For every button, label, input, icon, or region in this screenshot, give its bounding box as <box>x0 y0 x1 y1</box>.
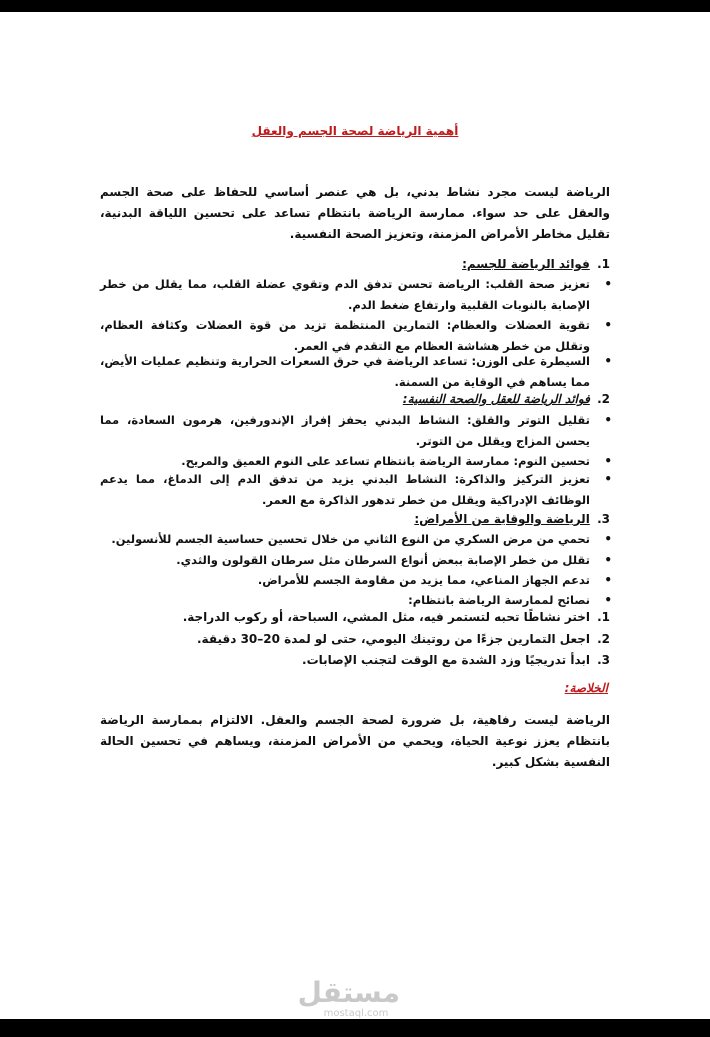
bullet-icon: • <box>604 454 612 468</box>
top-black-bar <box>0 0 710 12</box>
watermark-url: mostaql.com <box>323 1008 389 1019</box>
tip-item: 3.ابدأ تدريجيًا وزد الشدة مع الوقت لتجنب الإصابات. <box>302 653 610 667</box>
bullet-icon: • <box>604 472 612 486</box>
bullet-icon: • <box>604 318 612 332</box>
watermark-logo-text: مستقل <box>297 976 400 1009</box>
conclusion-paragraph: الرياضة ليست رفاهية، بل ضرورة لصحة الجسم والعقل. الالتزام بممارسة الرياضة بانتظام يعزز نوعية الحياة، ويحمي من الأمراض المزمنة، ويساهم في تحسين الحالة النفسية بشكل كبير. <box>100 713 610 769</box>
list-item: • تقوية العضلات والعظام: التمارين المنتظمة تزيد من قوة العضلات وكثافة العظام، وتقلل من خطر هشاشة العظام مع التقدم في العمر. <box>100 315 610 357</box>
intro-paragraph: الرياضة ليست مجرد نشاط بدني، بل هي عنصر أساسي للحفاظ على صحة الجسم والعقل على حد سواء. ممارسة الرياضة بانتظام تساعد على تحسين اللياقة البدنية، تقليل مخاطر الأمراض المزمنة، وتعزيز الصحة النفسية. <box>100 185 610 241</box>
section-3-heading <box>100 512 610 526</box>
bullet-icon: • <box>604 413 612 427</box>
section-2-heading <box>100 392 610 406</box>
section-title: الرياضة والوقاية من الأمراض: <box>414 512 590 526</box>
section-number: 3. <box>597 512 610 526</box>
section-title: فوائد الرياضة للجسم: <box>462 257 590 271</box>
section-title: فوائد الرياضة للعقل والصحة النفسية: <box>402 392 590 406</box>
section-1-heading <box>100 257 610 271</box>
bullet-icon: • <box>604 277 612 291</box>
mostaql-watermark <box>297 976 400 1020</box>
tip-item: 2.اجعل التمارين جزءًا من روتينك اليومي، حتى لو لمدة 20–30 دقيقة. <box>197 632 610 646</box>
section-number: 1. <box>597 257 610 271</box>
list-item: • تدعم الجهاز المناعي، مما يزيد من مقاومة الجسم للأمراض. <box>100 570 610 591</box>
document-title: أهمية الرياضة لصحة الجسم والعقل <box>251 124 459 138</box>
bullet-icon: • <box>604 354 612 368</box>
tip-item: 1.اختر نشاطًا تحبه لتستمر فيه، مثل المشي، السباحة، أو ركوب الدراجة. <box>182 610 610 624</box>
list-item: • تعزيز التركيز والذاكرة: النشاط البدني يزيد من تدفق الدم إلى الدماغ، مما يدعم الوظائف الإدراكية ويقلل من خطر تدهور الذاكرة مع العمر. <box>100 469 610 511</box>
list-item: • نصائح لممارسة الرياضة بانتظام: <box>100 590 610 611</box>
list-item: • تعزيز صحة القلب: الرياضة تحسن تدفق الدم وتقوي عضلة القلب، مما يقلل من خطر الإصابة بالنوبات القلبية وارتفاع ضغط الدم. <box>100 274 610 316</box>
bullet-icon: • <box>604 532 612 546</box>
bottom-black-bar <box>0 1019 710 1037</box>
section-number: 2. <box>597 392 610 406</box>
bullet-icon: • <box>604 553 612 567</box>
list-item: • تقليل التوتر والقلق: النشاط البدني يحفز إفراز الإندورفين، هرمون السعادة، مما يحسن المزاج ويقلل من التوتر. <box>100 410 610 452</box>
list-item: • تقلل من خطر الإصابة ببعض أنواع السرطان مثل سرطان القولون والثدي. <box>100 550 610 571</box>
list-item: • تحسين النوم: ممارسة الرياضة بانتظام تساعد على النوم العميق والمريح. <box>100 451 610 472</box>
list-item: • تحمي من مرض السكري من النوع الثاني من خلال تحسين حساسية الجسم للأنسولين. <box>100 529 610 550</box>
list-item: • السيطرة على الوزن: تساعد الرياضة في حرق السعرات الحرارية وتنظيم عمليات الأيض، مما يساهم في الوقاية من السمنة. <box>100 351 610 393</box>
conclusion-heading: الخلاصة: <box>564 681 608 695</box>
bullet-icon: • <box>604 593 612 607</box>
bullet-icon: • <box>604 573 612 587</box>
